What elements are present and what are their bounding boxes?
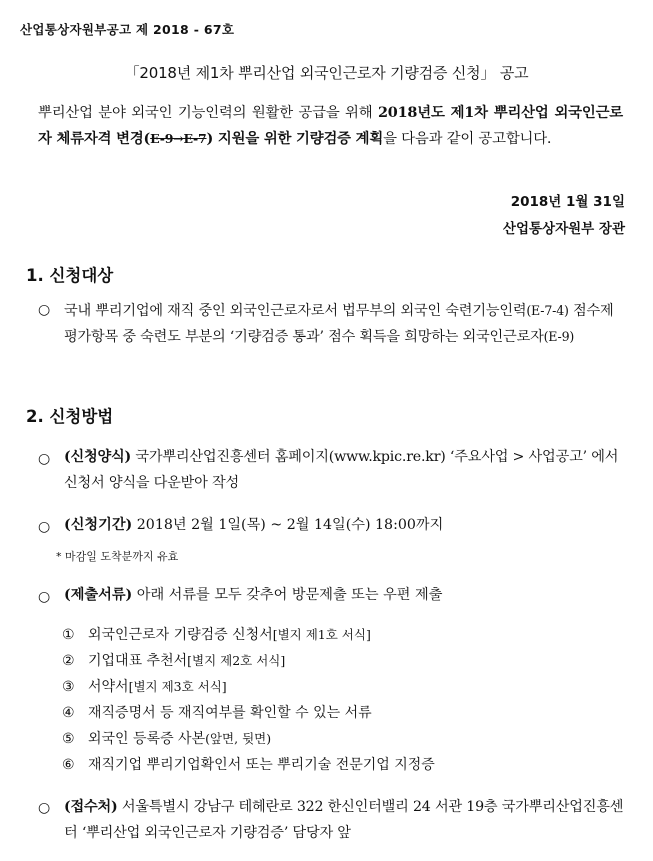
issuer-signature: 산업통상자원부 장관 — [502, 221, 625, 237]
document-title: 「2018년 제1차 뿌리산업 외국인근로자 기량검증 신청」 공고 — [124, 64, 529, 82]
bullet-icon: ○ — [38, 451, 51, 467]
doc-list-item: ④ 재직증명서 등 재직여부를 확인할 수 있는 서류 — [62, 705, 372, 721]
period-text: 2018년 2월 1일(목) ~ 2월 14일(수) 18:00까지 — [132, 517, 444, 533]
bullet-icon: ○ — [38, 800, 51, 816]
intro-text-1: 뿌리산업 분야 외국인 기능인력의 원활한 공급을 위해 — [38, 105, 378, 121]
form-text: 국가뿌리산업진흥센터 홈페이지(www.kpic.re.kr) ‘주요사업 > 사업공고’ 에서 신청서 양식을 다운받아 작성 — [64, 449, 619, 491]
bullet-icon: ○ — [38, 302, 51, 318]
form-label: (신청양식) — [64, 449, 132, 465]
doc-list-item: ② 기업대표 추천서[별지 제2호 서식] — [62, 653, 286, 669]
section-2-title: 2. 신청방법 — [26, 407, 114, 426]
notice-number: 산업통상자원부공고 제 2018 - 67호 — [20, 22, 235, 37]
intro-bold-1: 2018년도 제1차 뿌리산업 외국인근로자 체류자격 변경( — [38, 104, 623, 147]
docs-item — [64, 584, 442, 604]
section-1-text — [64, 298, 624, 350]
notice-date: 2018년 1월 31일 — [510, 194, 625, 210]
section-1-text-2: 점수제 평가항목 중 숙련도 부분의 ‘기량검증 통과’ 점수 획득을 희망하는 외국인근로자 — [64, 303, 614, 345]
form-item — [64, 444, 624, 496]
bullet-icon: ○ — [38, 589, 51, 605]
docs-text: 아래 서류를 모두 갖추어 방문제출 또는 우편 제출 — [132, 587, 443, 603]
bullet-icon: ○ — [38, 519, 51, 535]
section-1-code-1: (E-7-4) — [526, 303, 569, 318]
section-1-code-2: (E-9) — [543, 329, 575, 344]
intro-bold-2: ) 지원을 위한 기량검증 계획 — [206, 130, 384, 147]
receipt-text: 서울특별시 강남구 테헤란로 322 한신인터밸리 24 서관 19층 국가뿌리산업진흥센터 ‘뿌리산업 외국인근로자 기량검증’ 담당자 앞 — [64, 799, 624, 841]
section-1-text-1: 국내 뿌리기업에 재직 중인 외국인근로자로서 법무부의 외국인 숙련기능인력 — [64, 303, 527, 319]
section-1-title: 1. 신청대상 — [26, 266, 114, 285]
intro-text-2: 을 다음과 같이 공고합니다. — [383, 131, 552, 147]
period-note: * 마감일 도착분까지 유효 — [56, 550, 179, 563]
receipt-item — [64, 794, 629, 846]
period-label: (신청기간) — [64, 517, 133, 533]
docs-label: (제출서류) — [64, 587, 133, 603]
intro-strike: E-9→E-7 — [150, 131, 207, 146]
receipt-label: (접수처) — [64, 799, 118, 815]
doc-list-item: ⑥ 재직기업 뿌리기업확인서 또는 뿌리기술 전문기업 지정증 — [62, 757, 435, 773]
period-item — [64, 514, 443, 534]
doc-list-item: ⑤ 외국인 등록증 사본(앞면, 뒷면) — [62, 731, 272, 747]
doc-list-item: ① 외국인근로자 기량검증 신청서[별지 제1호 서식] — [62, 627, 371, 643]
intro-paragraph — [38, 100, 623, 152]
doc-list-item: ③ 서약서[별지 제3호 서식] — [62, 679, 227, 695]
